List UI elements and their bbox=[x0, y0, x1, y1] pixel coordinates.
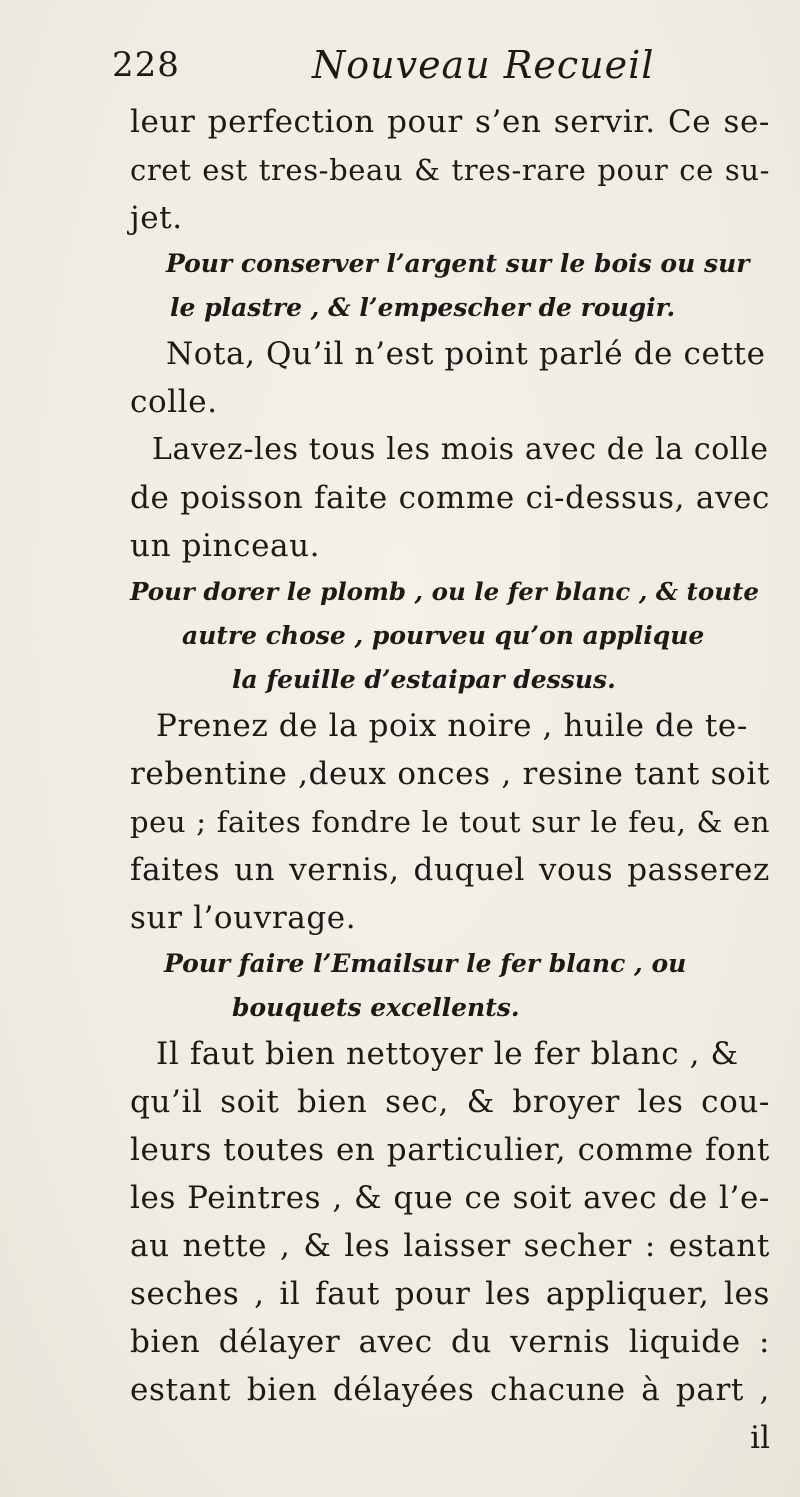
text-line: seches , il faut pour les appliquer, les bbox=[130, 1276, 770, 1312]
text-line: Lavez-les tous les mois avec de la colle bbox=[152, 432, 769, 467]
text-line: Nota, Qu’il n’est point parlé de cette bbox=[166, 336, 766, 372]
page-number: 228 bbox=[112, 45, 180, 85]
section-heading: Pour dorer le plomb , ou le fer blanc , & toute bbox=[130, 577, 759, 606]
text-line: bien délayer avec du vernis liquide : bbox=[130, 1324, 770, 1360]
text-line: Prenez de la poix noire , huile de te- bbox=[156, 708, 748, 744]
text-line: Il faut bien nettoyer le fer blanc , & bbox=[156, 1036, 739, 1072]
page-header bbox=[112, 45, 672, 95]
section-heading: le plastre , & l’empescher de rougir. bbox=[170, 293, 676, 322]
section-heading: Pour conserver l’argent sur le bois ou sur bbox=[166, 249, 750, 278]
text-line: peu ; faites fondre le tout sur le feu, & en bbox=[130, 805, 770, 839]
text-line: faites un vernis, duquel vous passerez bbox=[130, 852, 770, 888]
text-line: au nette , & les laisser secher : estant bbox=[130, 1228, 770, 1264]
catchword: il bbox=[750, 1420, 770, 1456]
section-heading: autre chose , pourveu qu’on applique bbox=[182, 621, 705, 650]
text-line: un pinceau. bbox=[130, 528, 321, 564]
text-line: rebentine ,deux onces , resine tant soit bbox=[130, 756, 770, 792]
text-line: jet. bbox=[130, 200, 183, 236]
text-line: de poisson faite comme ci-dessus, avec bbox=[130, 480, 770, 516]
text-line: qu’il soit bien sec, & broyer les cou- bbox=[130, 1084, 770, 1120]
text-line: leur perfection pour s’en servir. Ce se- bbox=[130, 104, 770, 140]
section-heading: bouquets excellents. bbox=[232, 993, 520, 1022]
text-line: leurs toutes en particulier, comme font bbox=[130, 1132, 770, 1168]
text-line: colle. bbox=[130, 384, 218, 420]
text-line: les Peintres , & que ce soit avec de l’e- bbox=[130, 1180, 770, 1216]
text-line: cret est tres-beau & tres-rare pour ce su- bbox=[130, 153, 770, 187]
section-heading: Pour faire l’Emailsur le fer blanc , ou bbox=[164, 949, 687, 978]
text-line: estant bien délayées chacune à part , bbox=[130, 1372, 770, 1408]
page-body bbox=[130, 98, 770, 1462]
section-heading: la feuille d’estaipar dessus. bbox=[232, 665, 616, 694]
text-line: sur l’ouvrage. bbox=[130, 900, 357, 936]
running-title: Nouveau Recueil bbox=[312, 43, 655, 87]
